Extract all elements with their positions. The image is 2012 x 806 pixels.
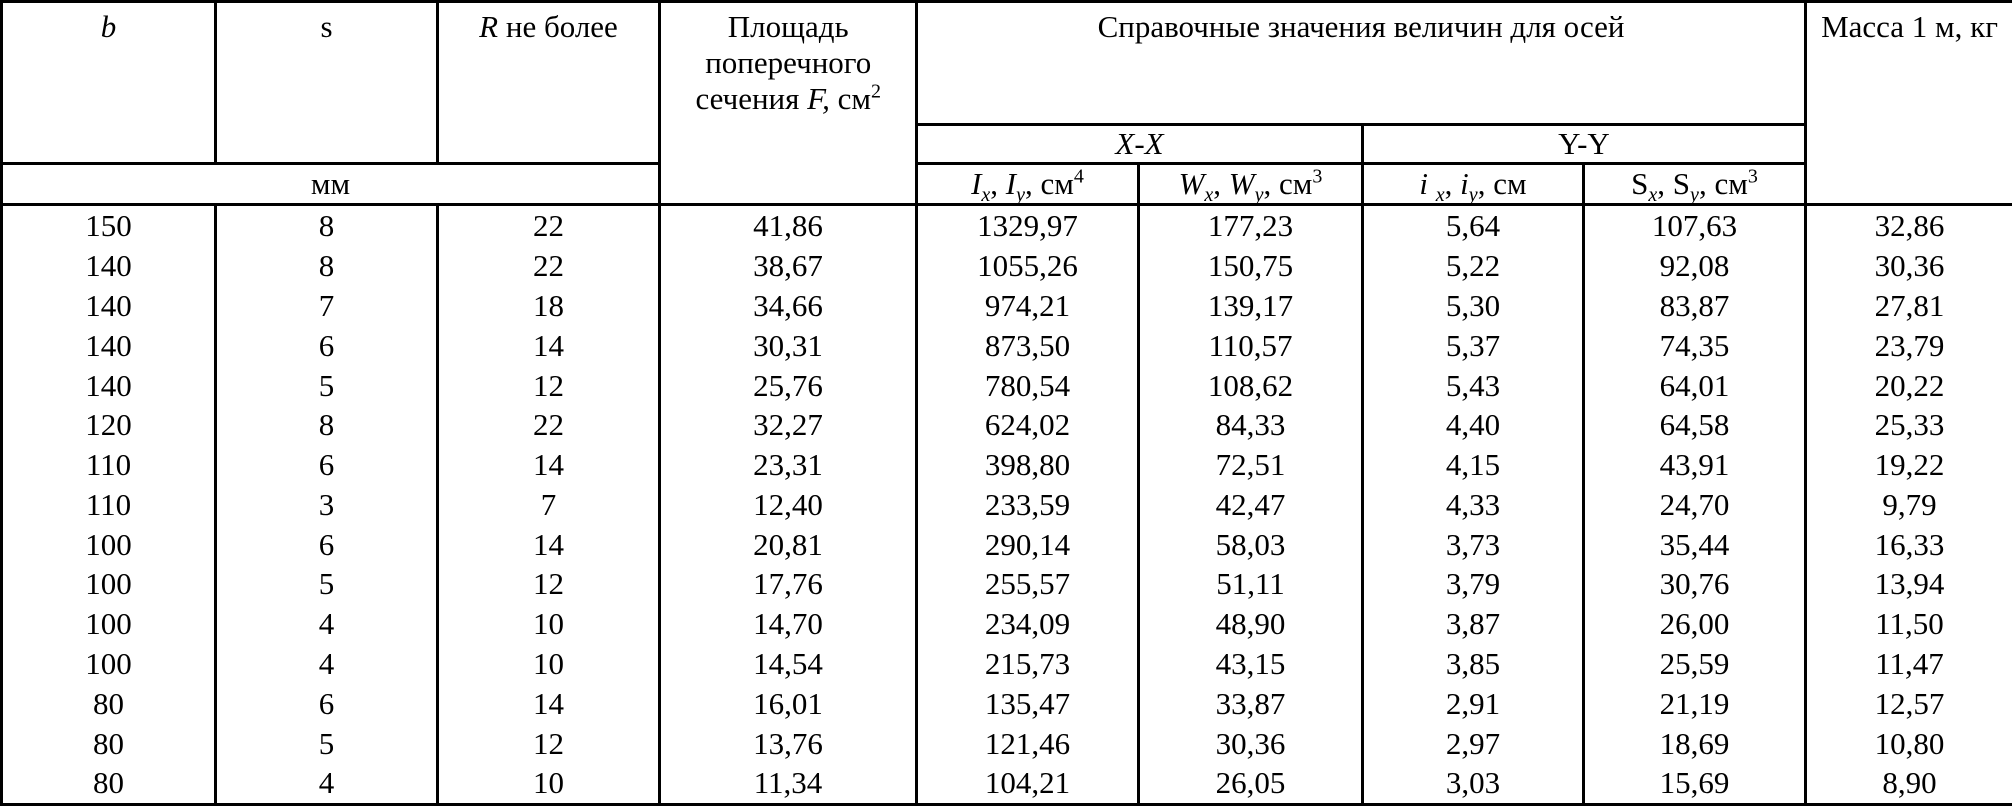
mass-cell: 20,22 (1806, 365, 2012, 405)
b-cell: 110 (2, 445, 216, 485)
col-header-reference: Справочные значения величин для осей (917, 2, 1806, 125)
r-cell: 14 (438, 445, 660, 485)
modulus-cell: 30,36 (1139, 723, 1363, 763)
b-cell: 80 (2, 683, 216, 723)
r-cell: 22 (438, 405, 660, 445)
s-cell: 6 (216, 683, 438, 723)
table-row (2, 485, 2012, 525)
static-moment-cell: 25,59 (1584, 644, 1806, 684)
modulus-cell: 72,51 (1139, 445, 1363, 485)
table-row (2, 564, 2012, 604)
r-cell: 14 (438, 325, 660, 365)
b-cell: 140 (2, 246, 216, 286)
inertia-cell: 1329,97 (917, 205, 1139, 246)
static-moment-cell: 107,63 (1584, 205, 1806, 246)
r-cell: 10 (438, 644, 660, 684)
area-cell: 41,86 (660, 205, 917, 246)
inertia-cell: 233,59 (917, 485, 1139, 525)
table-row (2, 246, 2012, 286)
inertia-cell: 135,47 (917, 683, 1139, 723)
modulus-cell: 33,87 (1139, 683, 1363, 723)
mass-cell: 9,79 (1806, 485, 2012, 525)
modulus-cell: 110,57 (1139, 325, 1363, 365)
mass-cell: 11,50 (1806, 604, 2012, 644)
inertia-cell: 234,09 (917, 604, 1139, 644)
col-header-radius-gyration: i $_x$, $i_y$, см (1363, 164, 1584, 205)
area-cell: 12,40 (660, 485, 917, 525)
s-cell: 8 (216, 405, 438, 445)
area-cell: 23,31 (660, 445, 917, 485)
table-body (2, 205, 2012, 805)
col-header-r: R не более (438, 2, 660, 164)
inertia-cell: 398,80 (917, 445, 1139, 485)
modulus-cell: 177,23 (1139, 205, 1363, 246)
modulus-cell: 42,47 (1139, 485, 1363, 525)
r-cell: 12 (438, 365, 660, 405)
s-cell: 4 (216, 604, 438, 644)
mass-cell: 10,80 (1806, 723, 2012, 763)
area-cell: 16,01 (660, 683, 917, 723)
static-moment-cell: 35,44 (1584, 524, 1806, 564)
s-cell: 8 (216, 205, 438, 246)
radius-cell: 5,64 (1363, 205, 1584, 246)
col-header-section-modulus: $W_x$, $W_y$, $см^3$ (1139, 164, 1363, 205)
b-cell: 100 (2, 604, 216, 644)
static-moment-cell: 18,69 (1584, 723, 1806, 763)
col-header-static-moment: $S_x$, $S_y$, $см^3$ (1584, 164, 1806, 205)
s-cell: 4 (216, 763, 438, 805)
r-cell: 14 (438, 524, 660, 564)
inertia-cell: 255,57 (917, 564, 1139, 604)
table-row (2, 763, 2012, 805)
mass-cell: 30,36 (1806, 246, 2012, 286)
table-row (2, 286, 2012, 326)
b-cell: 100 (2, 644, 216, 684)
table-row (2, 524, 2012, 564)
area-cell: 30,31 (660, 325, 917, 365)
inertia-cell: 974,21 (917, 286, 1139, 326)
b-cell: 100 (2, 524, 216, 564)
s-cell: 5 (216, 723, 438, 763)
r-cell: 10 (438, 604, 660, 644)
radius-cell: 5,37 (1363, 325, 1584, 365)
radius-cell: 5,43 (1363, 365, 1584, 405)
radius-cell: 4,15 (1363, 445, 1584, 485)
r-cell: 12 (438, 723, 660, 763)
modulus-cell: 139,17 (1139, 286, 1363, 326)
static-moment-cell: 15,69 (1584, 763, 1806, 805)
area-cell: 34,66 (660, 286, 917, 326)
s-cell: 4 (216, 644, 438, 684)
area-cell: 17,76 (660, 564, 917, 604)
area-cell: 14,70 (660, 604, 917, 644)
static-moment-cell: 64,58 (1584, 405, 1806, 445)
col-header-inertia: $I_x$, $I_y$, $см^4$ (917, 164, 1139, 205)
table-row (2, 723, 2012, 763)
area-cell: 13,76 (660, 723, 917, 763)
inertia-cell: 215,73 (917, 644, 1139, 684)
radius-cell: 5,22 (1363, 246, 1584, 286)
r-cell: 10 (438, 763, 660, 805)
static-moment-cell: 74,35 (1584, 325, 1806, 365)
b-cell: 150 (2, 205, 216, 246)
radius-cell: 5,30 (1363, 286, 1584, 326)
s-cell: 5 (216, 365, 438, 405)
s-cell: 6 (216, 524, 438, 564)
r-cell: 12 (438, 564, 660, 604)
table-row (2, 683, 2012, 723)
b-cell: 110 (2, 485, 216, 525)
b-cell: 140 (2, 365, 216, 405)
s-cell: 8 (216, 246, 438, 286)
table-row (2, 205, 2012, 246)
inertia-cell: 121,46 (917, 723, 1139, 763)
s-cell: 6 (216, 325, 438, 365)
static-moment-cell: 30,76 (1584, 564, 1806, 604)
static-moment-cell: 24,70 (1584, 485, 1806, 525)
b-cell: 100 (2, 564, 216, 604)
inertia-cell: 873,50 (917, 325, 1139, 365)
radius-cell: 3,87 (1363, 604, 1584, 644)
r-cell: 22 (438, 205, 660, 246)
col-header-s: s (216, 2, 438, 164)
s-cell: 5 (216, 564, 438, 604)
b-cell: 120 (2, 405, 216, 445)
table-row (2, 604, 2012, 644)
modulus-cell: 84,33 (1139, 405, 1363, 445)
table-row (2, 405, 2012, 445)
modulus-cell: 48,90 (1139, 604, 1363, 644)
area-cell: 20,81 (660, 524, 917, 564)
radius-cell: 2,97 (1363, 723, 1584, 763)
static-moment-cell: 26,00 (1584, 604, 1806, 644)
table-row (2, 365, 2012, 405)
b-cell: 80 (2, 723, 216, 763)
s-cell: 6 (216, 445, 438, 485)
r-cell: 18 (438, 286, 660, 326)
modulus-cell: 26,05 (1139, 763, 1363, 805)
table-row (2, 445, 2012, 485)
inertia-cell: 780,54 (917, 365, 1139, 405)
radius-cell: 3,85 (1363, 644, 1584, 684)
mass-cell: 32,86 (1806, 205, 2012, 246)
mass-cell: 12,57 (1806, 683, 2012, 723)
area-cell: 38,67 (660, 246, 917, 286)
mass-cell: 23,79 (1806, 325, 2012, 365)
r-cell: 22 (438, 246, 660, 286)
col-header-axis-xx: X-X (917, 125, 1363, 164)
area-cell: 32,27 (660, 405, 917, 445)
modulus-cell: 150,75 (1139, 246, 1363, 286)
static-moment-cell: 21,19 (1584, 683, 1806, 723)
mass-cell: 25,33 (1806, 405, 2012, 445)
area-cell: 11,34 (660, 763, 917, 805)
table-row (2, 325, 2012, 365)
static-moment-cell: 83,87 (1584, 286, 1806, 326)
area-cell: 14,54 (660, 644, 917, 684)
radius-cell: 2,91 (1363, 683, 1584, 723)
mass-cell: 19,22 (1806, 445, 2012, 485)
static-moment-cell: 92,08 (1584, 246, 1806, 286)
mass-cell: 8,90 (1806, 763, 2012, 805)
col-header-mm: мм (2, 164, 660, 205)
header-row-top (2, 2, 2012, 125)
b-cell: 140 (2, 325, 216, 365)
modulus-cell: 43,15 (1139, 644, 1363, 684)
header-row-units (2, 164, 2012, 205)
col-header-area: Площадь поперечного сечения F, $см^2$ (660, 2, 917, 205)
static-moment-cell: 64,01 (1584, 365, 1806, 405)
mass-cell: 16,33 (1806, 524, 2012, 564)
mass-cell: 11,47 (1806, 644, 2012, 684)
radius-cell: 3,03 (1363, 763, 1584, 805)
area-cell: 25,76 (660, 365, 917, 405)
mass-cell: 13,94 (1806, 564, 2012, 604)
modulus-cell: 58,03 (1139, 524, 1363, 564)
r-cell: 7 (438, 485, 660, 525)
static-moment-cell: 43,91 (1584, 445, 1806, 485)
b-cell: 80 (2, 763, 216, 805)
inertia-cell: 624,02 (917, 405, 1139, 445)
inertia-cell: 1055,26 (917, 246, 1139, 286)
radius-cell: 4,33 (1363, 485, 1584, 525)
radius-cell: 3,73 (1363, 524, 1584, 564)
b-cell: 140 (2, 286, 216, 326)
col-header-b: b (2, 2, 216, 164)
col-header-axis-yy: Y-Y (1363, 125, 1806, 164)
mass-cell: 27,81 (1806, 286, 2012, 326)
inertia-cell: 290,14 (917, 524, 1139, 564)
col-header-mass: Масса 1 м, кг (1806, 2, 2012, 205)
s-cell: 7 (216, 286, 438, 326)
r-cell: 14 (438, 683, 660, 723)
radius-cell: 3,79 (1363, 564, 1584, 604)
table-row (2, 644, 2012, 684)
modulus-cell: 51,11 (1139, 564, 1363, 604)
inertia-cell: 104,21 (917, 763, 1139, 805)
s-cell: 3 (216, 485, 438, 525)
modulus-cell: 108,62 (1139, 365, 1363, 405)
radius-cell: 4,40 (1363, 405, 1584, 445)
